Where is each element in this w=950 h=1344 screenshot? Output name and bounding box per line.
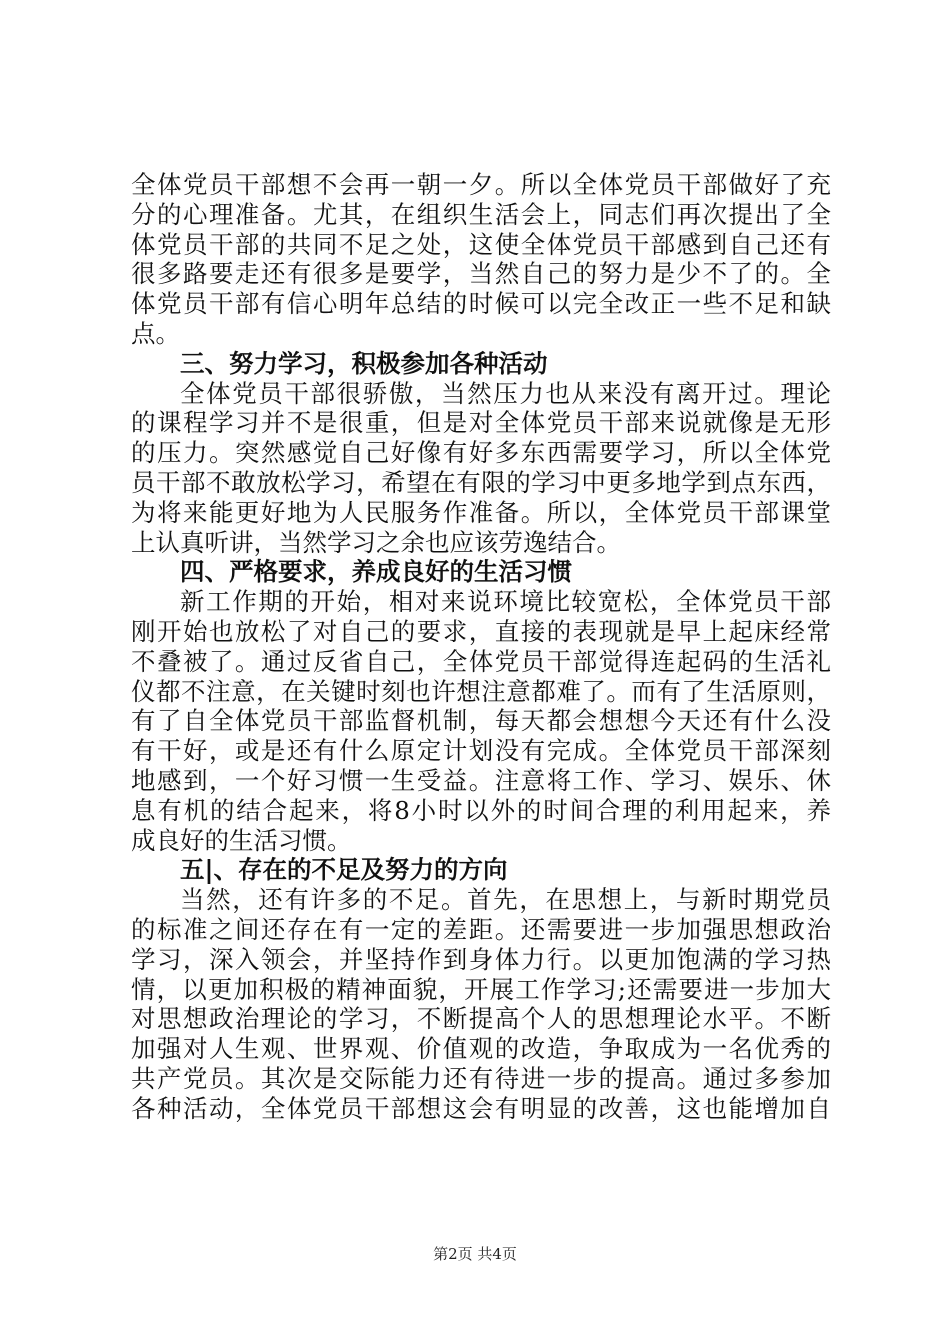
text-line: 息有机的结合起来，将8小时以外的时间合理的利用起来，养 <box>131 795 831 825</box>
text-line: 点。 <box>131 318 180 348</box>
text-line: 的压力。突然感觉自己好像有好多东西需要学习，所以全体党 <box>131 438 831 468</box>
text-line: 员干部不敢放松学习，希望在有限的学习中更多地学到点东西， <box>131 467 831 497</box>
text-line: 仪都不注意，在关键时刻也许想注意都难了。而有了生活原则， <box>131 676 831 706</box>
intro-paragraph <box>131 170 831 349</box>
text-line: 情，以更加积极的精神面貌，开展工作学习;还需要进一步加大 <box>131 974 831 1004</box>
document-body <box>131 170 831 1124</box>
text-line: 对思想政治理论的学习，不断提高个人的思想理论水平。不断 <box>131 1004 831 1034</box>
text-line: 很多路要走还有很多是要学，当然自己的努力是少不了的。全 <box>131 259 831 289</box>
section-habits <box>131 557 831 855</box>
text-line: 上认真听讲，当然学习之余也应该劳逸结合。 <box>131 527 621 557</box>
text-line: 全体党员干部想不会再一朝一夕。所以全体党员干部做好了充 <box>131 170 831 199</box>
text-line: 分的心理准备。尤其，在组织生活会上，同志们再次提出了全 <box>131 199 831 229</box>
section-heading: 五|、存在的不足及努力的方向 <box>180 855 508 885</box>
text-line: 地感到，一个好习惯一生受益。注意将工作、学习、娱乐、休 <box>131 765 831 795</box>
text-line: 体党员干部有信心明年总结的时候可以完全改正一些不足和缺 <box>131 289 831 319</box>
text-line: 加强对人生观、世界观、价值观的改造，争取成为一名优秀的 <box>131 1034 831 1064</box>
text-line: 共产党员。其次是交际能力还有待进一步的提高。通过多参加 <box>131 1063 831 1093</box>
text-line: 体党员干部的共同不足之处，这使全体党员干部感到自己还有 <box>131 229 831 259</box>
page-footer: 第2页 共4页 <box>433 1245 517 1263</box>
text-line: 学习，深入领会，并坚持作到身体力行。以更加饱满的学习热 <box>131 944 831 974</box>
text-line: 当然，还有许多的不足。首先，在思想上，与新时期党员 <box>180 885 831 915</box>
text-line: 成良好的生活习惯。 <box>131 825 352 855</box>
text-line: 为将来能更好地为人民服务作准备。所以，全体党员干部课堂 <box>131 497 831 527</box>
section-heading: 四、严格要求，养成良好的生活习惯 <box>180 557 572 587</box>
text-line: 不叠被了。通过反省自己，全体党员干部觉得连起码的生活礼 <box>131 646 831 676</box>
text-line: 的课程学习并不是很重，但是对全体党员干部来说就像是无形 <box>131 408 831 438</box>
text-line: 全体党员干部很骄傲，当然压力也从来没有离开过。理论 <box>180 378 831 408</box>
section-heading: 三、努力学习，积极参加各种活动 <box>180 348 548 378</box>
text-line: 有了自全体党员干部监督机制，每天都会想想今天还有什么没 <box>131 706 831 736</box>
text-line: 刚开始也放松了对自己的要求，直接的表现就是早上起床经常 <box>131 616 831 646</box>
text-line: 各种活动，全体党员干部想这会有明显的改善，这也能增加自 <box>131 1093 831 1123</box>
section-shortcomings <box>131 855 831 1123</box>
text-line: 的标准之间还存在有一定的差距。还需要进一步加强思想政治 <box>131 914 831 944</box>
section-study <box>131 349 831 558</box>
text-line: 新工作期的开始，相对来说环境比较宽松，全体党员干部 <box>180 587 831 617</box>
text-line: 有干好，或是还有什么原定计划没有完成。全体党员干部深刻 <box>131 736 831 766</box>
